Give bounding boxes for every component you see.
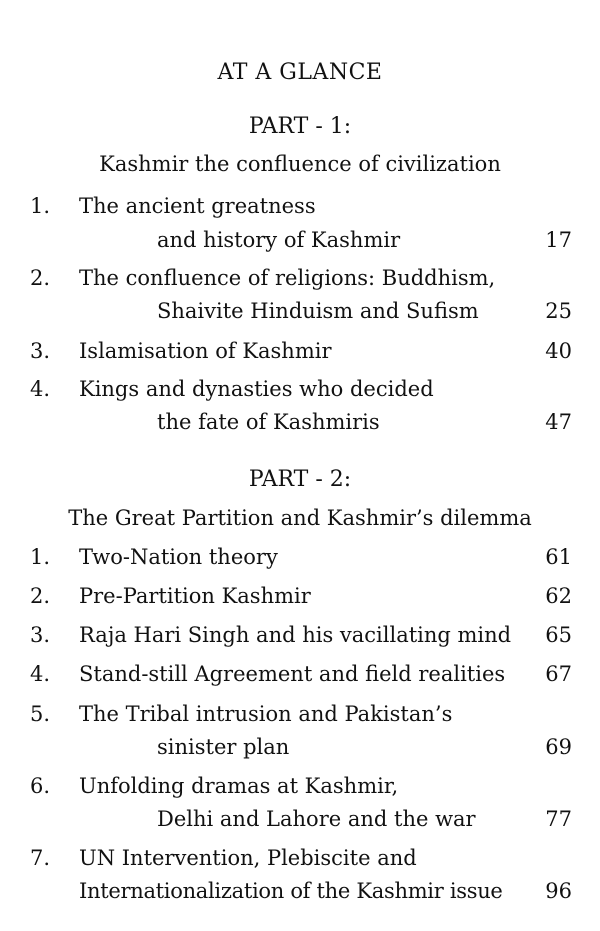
part-2-label: PART - 2:: [248, 467, 352, 492]
entry-title-line-1: Kings and dynasties who decided: [79, 377, 434, 401]
entry-title-line-2: Delhi and Lahore and the war: [157, 807, 476, 831]
entry-page-number: 62: [545, 584, 572, 608]
part-1-label: PART - 1:: [248, 114, 352, 139]
entry-title-line-2: Internationalization of the Kashmir issue: [79, 879, 503, 903]
entry-number: 1.: [30, 194, 51, 218]
entry-page-number: 47: [545, 410, 572, 434]
entry-number: 6.: [30, 774, 51, 798]
entry-title-line-1: UN Intervention, Plebiscite and: [79, 846, 417, 870]
part-1-subtitle: Kashmir the confluence of civilization: [99, 152, 501, 176]
entry-title-line-1: The ancient greatness: [79, 194, 316, 218]
entry-page-number: 40: [545, 339, 572, 363]
entry-title-line-1: Raja Hari Singh and his vacillating mind: [79, 623, 512, 647]
entry-number: 3.: [30, 339, 51, 363]
entry-number: 2.: [30, 584, 51, 608]
entry-number: 7.: [30, 846, 51, 870]
entry-page-number: 17: [545, 228, 572, 252]
entry-number: 4.: [30, 377, 51, 401]
entry-page-number: 67: [545, 662, 572, 686]
entry-page-number: 65: [545, 623, 572, 647]
entry-number: 2.: [30, 266, 51, 290]
entry-title-line-1: Pre-Partition Kashmir: [79, 584, 311, 608]
entry-page-number: 25: [545, 299, 572, 323]
entry-page-number: 61: [545, 545, 572, 569]
entry-title-line-2: Shaivite Hinduism and Sufism: [157, 299, 479, 323]
entry-page-number: 77: [545, 807, 572, 831]
entry-title-line-1: Islamisation of Kashmir: [79, 339, 332, 363]
entry-title-line-1: The confluence of religions: Buddhism,: [79, 266, 496, 290]
entry-title-line-2: sinister plan: [157, 735, 290, 759]
entry-number: 1.: [30, 545, 51, 569]
entry-page-number: 96: [545, 879, 572, 903]
entry-page-number: 69: [545, 735, 572, 759]
page-title: AT A GLANCE: [217, 60, 383, 85]
entry-title-line-1: Unfolding dramas at Kashmir,: [79, 774, 399, 798]
entry-title-line-1: The Tribal intrusion and Pakistan’s: [79, 702, 453, 726]
entry-number: 3.: [30, 623, 51, 647]
entry-title-line-2: the fate of Kashmiris: [157, 410, 380, 434]
part-2-subtitle: The Great Partition and Kashmir’s dilemma: [68, 506, 532, 530]
entry-title-line-1: Stand-still Agreement and field realities: [79, 662, 506, 686]
entry-number: 4.: [30, 662, 51, 686]
entry-title-line-1: Two-Nation theory: [79, 545, 278, 569]
entry-title-line-2: and history of Kashmir: [157, 228, 401, 252]
entry-number: 5.: [30, 702, 51, 726]
